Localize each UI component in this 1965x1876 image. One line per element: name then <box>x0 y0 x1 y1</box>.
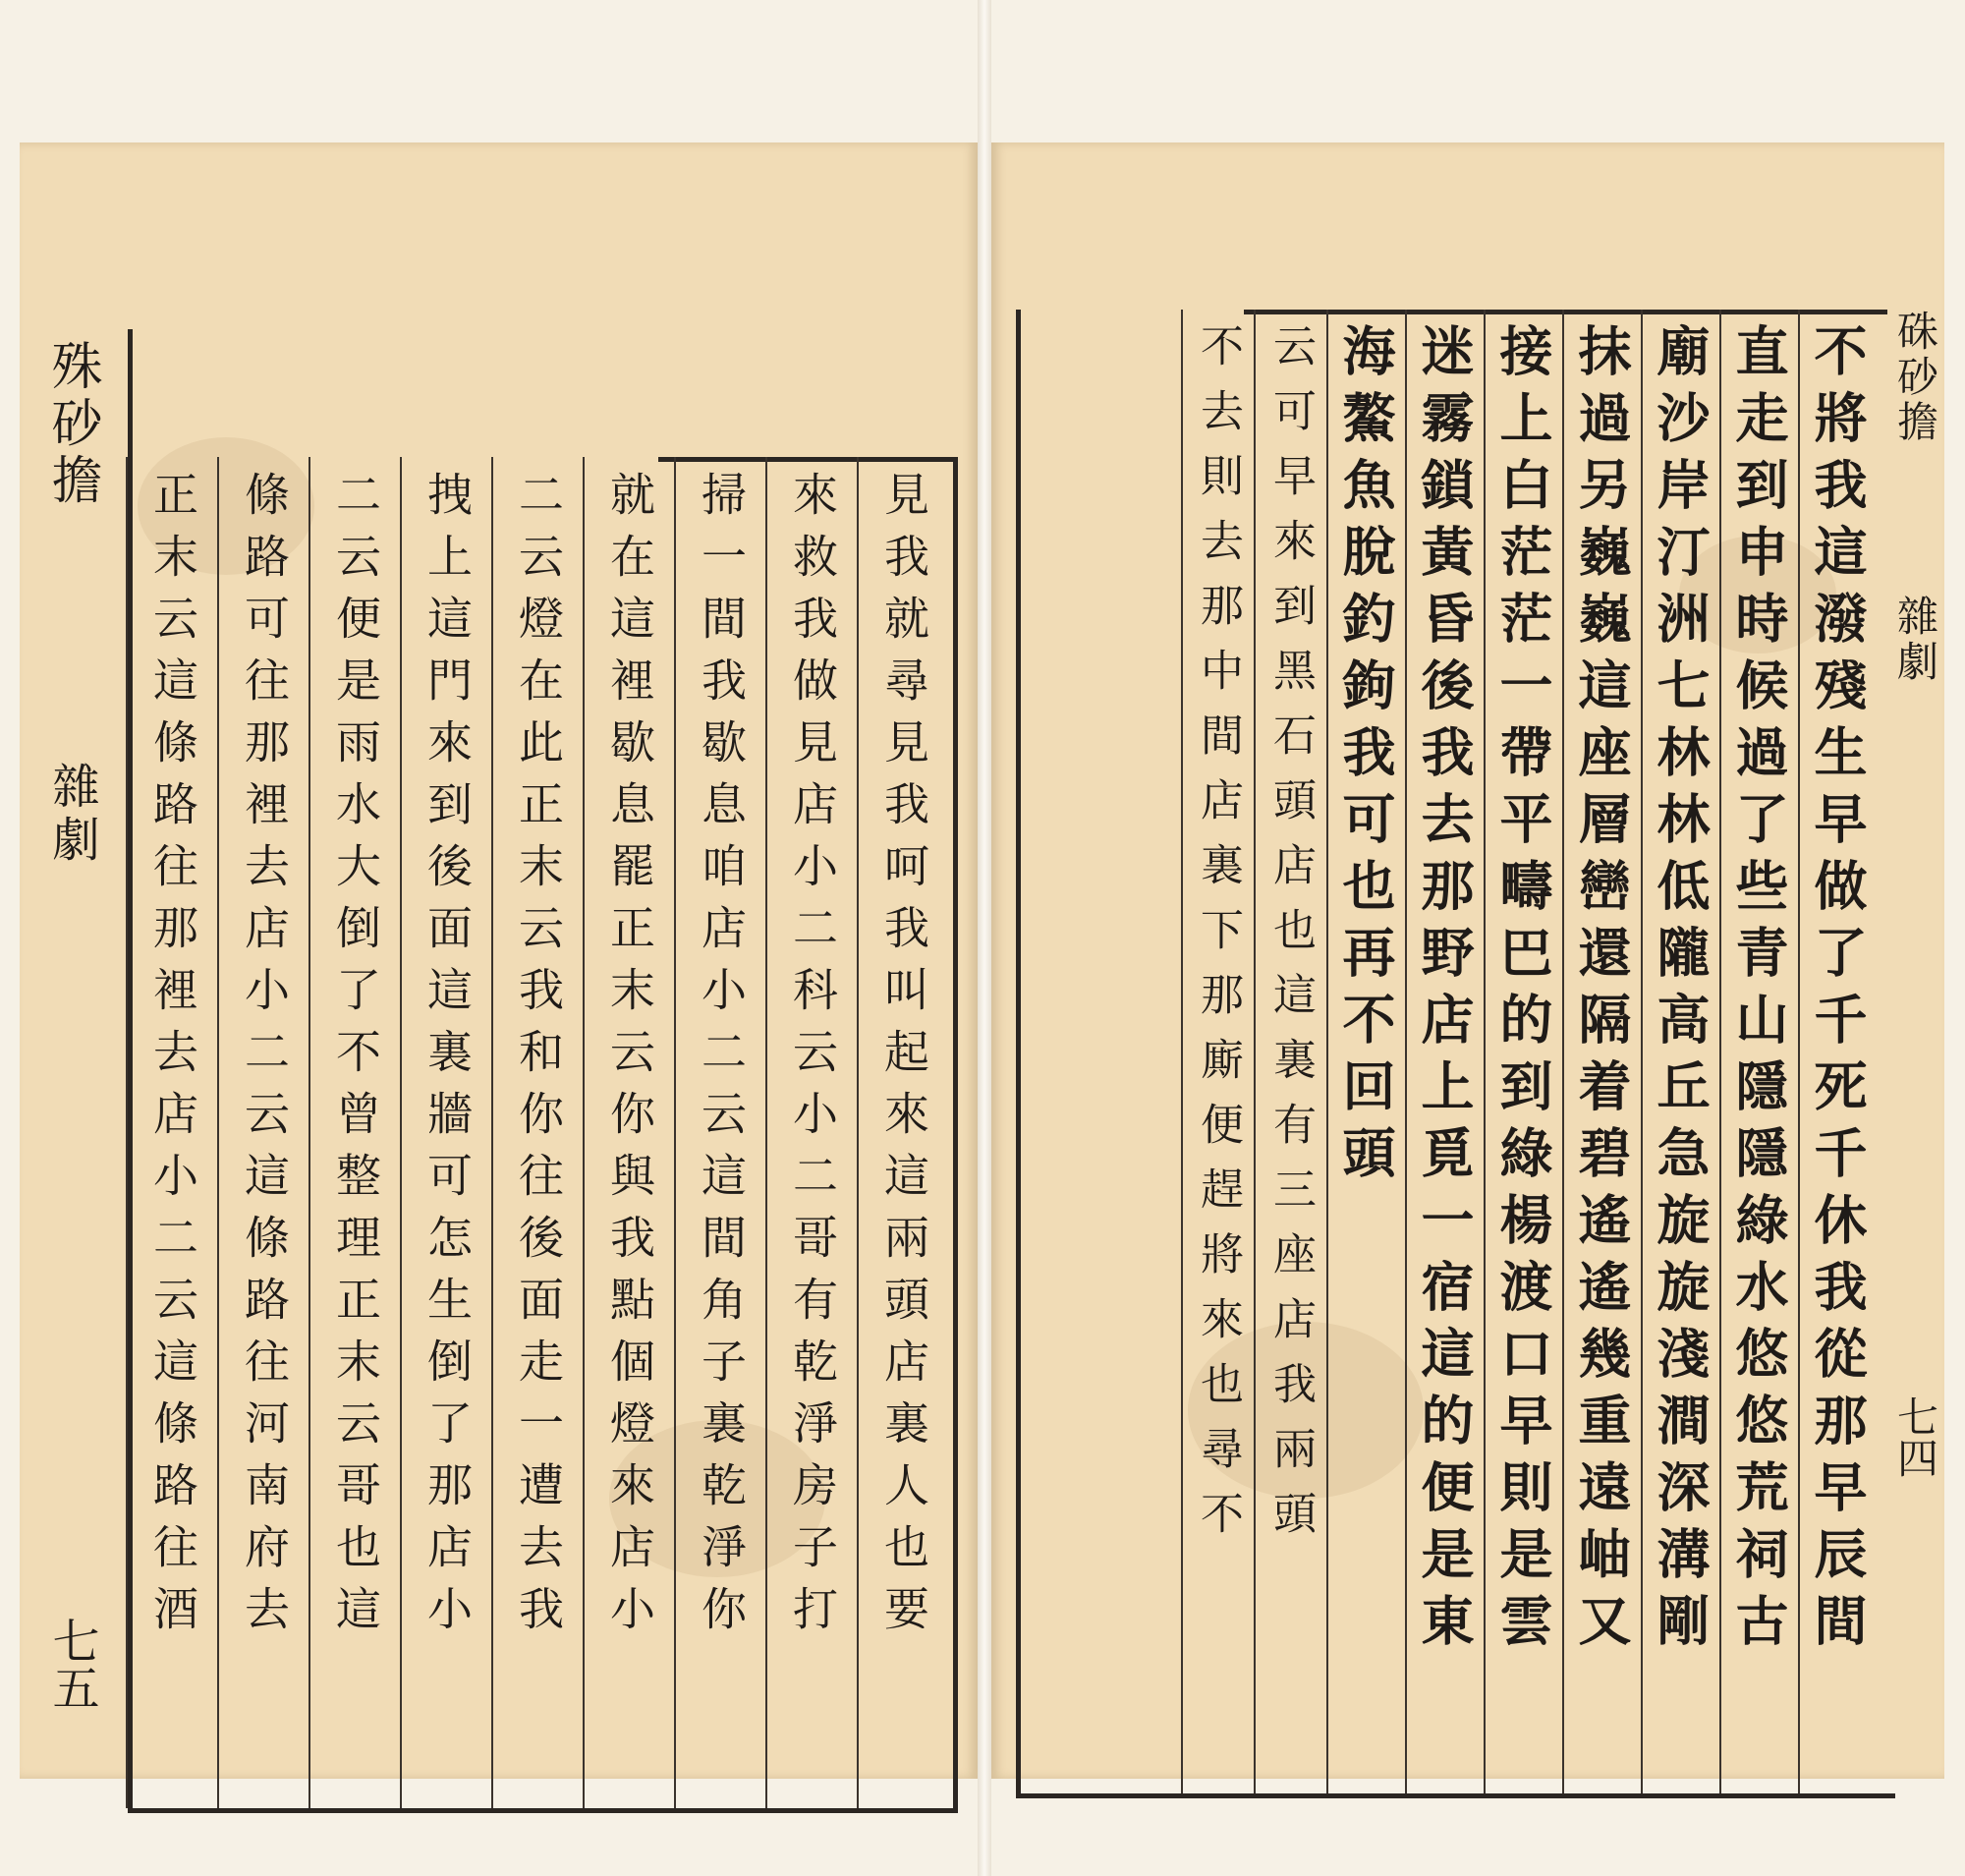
text-column <box>1643 310 1717 1793</box>
column-text: 拽上這門來到後面這裏牆可怎生倒了那店小 <box>421 471 474 1647</box>
column-text: 條路可往那裡去店小二云這條路往河南府去 <box>238 471 291 1647</box>
column-rule <box>1719 310 1721 1793</box>
column-rule <box>126 457 128 1808</box>
column-text: 海鰲魚脫釣鉤我可也再不回頭 <box>1334 323 1397 1192</box>
right-margin-label <box>1885 595 1944 791</box>
left-columns <box>128 457 953 1808</box>
text-column <box>859 457 949 1808</box>
column-text: 不將我這潑殘生早做了千死千休我從那早辰間 <box>1806 323 1869 1660</box>
text-column <box>767 457 858 1808</box>
text-column <box>1328 310 1403 1793</box>
text-column <box>1183 310 1252 1793</box>
text-column <box>1256 310 1324 1793</box>
text-column <box>585 457 675 1808</box>
column-text: 正末云這條路往那裡去店小二云這條路往酒 <box>146 471 199 1647</box>
column-rule <box>1254 310 1256 1793</box>
right-folio <box>1885 1395 1944 1553</box>
folio-number: 七四 <box>1891 1395 1939 1478</box>
text-column <box>310 457 401 1808</box>
left-folio <box>28 1617 116 1774</box>
text-column <box>1721 310 1796 1793</box>
column-text: 迷霧鎖黃昏後我去那野店上覓一宿這的便是東 <box>1413 323 1476 1660</box>
column-text: 掃一間我歇息咱店小二云這間角子裏乾淨你 <box>695 471 748 1647</box>
column-text: 二云燈在此正末云我和你往後面走一遭去我 <box>512 471 565 1647</box>
column-rule <box>1798 310 1800 1793</box>
column-rule <box>1562 310 1564 1793</box>
column-text: 直走到申時候過了些青山隱隱綠水悠悠荒祠古 <box>1727 323 1790 1660</box>
right-columns <box>1026 310 1881 1793</box>
text-column <box>402 457 492 1808</box>
right-text-block <box>1016 310 1905 1808</box>
column-text: 抹過另巍巍這座層巒還隔着碧遙遙幾重遠岫又 <box>1570 323 1633 1660</box>
folio-number: 七五 <box>44 1617 99 1711</box>
left-page <box>20 142 978 1779</box>
book-gutter <box>978 0 991 1876</box>
text-column <box>1486 310 1560 1793</box>
column-text: 來救我做見店小二科云小二哥有乾淨房子打 <box>786 471 839 1647</box>
column-text: 接上白茫茫一帶平疇巴的到綠楊渡口早則是雲 <box>1491 323 1554 1660</box>
column-rule <box>1405 310 1407 1793</box>
column-rule <box>1484 310 1486 1793</box>
column-text: 就在這裡歇息罷正末云你與我點個燈來店小 <box>603 471 656 1647</box>
column-rule <box>1181 310 1183 1793</box>
text-column <box>1407 310 1482 1793</box>
text-column <box>1800 310 1875 1793</box>
text-column <box>1564 310 1639 1793</box>
margin-label-text: 雜劇 <box>1891 595 1939 685</box>
text-column <box>128 457 218 1808</box>
left-text-block <box>128 329 973 1808</box>
text-column <box>676 457 766 1808</box>
column-text: 廟沙岸汀洲七林林低隴高丘急旋旋淺澗深溝剛 <box>1649 323 1712 1660</box>
margin-title-text: 殊砂擔 <box>42 339 101 510</box>
column-text: 云可早來到黑石頭店也這裏有三座店我兩頭 <box>1265 323 1316 1556</box>
right-page <box>991 142 1944 1779</box>
column-text: 見我就尋見我呵我叫起來這兩頭店裏人也要 <box>877 471 930 1647</box>
column-rule <box>1641 310 1643 1793</box>
column-rule <box>1326 310 1328 1793</box>
margin-label-text: 雜劇 <box>44 762 99 868</box>
text-column <box>219 457 309 1808</box>
text-column <box>493 457 584 1808</box>
column-text: 不去則去那中間店裏下那廝便趕將來也尋不 <box>1193 323 1243 1556</box>
left-margin-label <box>28 762 116 997</box>
column-text: 二云便是雨水大倒了不曾整理正末云哥也這 <box>329 471 382 1647</box>
margin-title-text: 硃砂擔 <box>1891 310 1939 445</box>
